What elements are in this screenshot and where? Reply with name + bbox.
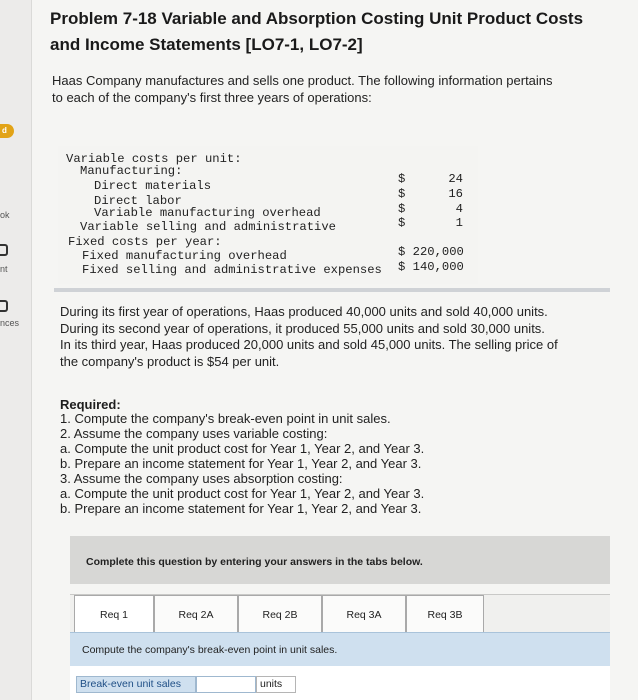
fixed-row-amount: $ 220,000 (398, 245, 464, 259)
intro-line: to each of the company's first three years of operations: (52, 90, 372, 105)
table-divider (54, 288, 610, 292)
paragraph-line: During its second year of operations, it produced 55,000 units and sold 30,000 units. (60, 320, 545, 336)
tab-instruction-bar (70, 632, 610, 666)
cost-row-currency: $ (398, 216, 406, 230)
sidebar-item-book[interactable]: ok (0, 210, 10, 220)
cost-row-amount: 24 (448, 172, 463, 186)
cost-row-label: Direct materials (94, 179, 212, 193)
tab-req-2b[interactable]: Req 2B (238, 595, 322, 633)
problem-title-line: Problem 7-18 Variable and Absorption Costing Unit Product Costs (50, 9, 584, 28)
problem-title-line: and Income Statements [LO7-1, LO7-2] (50, 35, 363, 54)
sidebar-item-icon[interactable] (0, 244, 8, 256)
paragraph-line: the company's product is $54 per unit. (60, 353, 280, 369)
problem-paragraph (60, 304, 610, 370)
paragraph-line: In its third year, Haas produced 20,000 units and sold 45,000 units. The selling price of (60, 337, 558, 352)
cost-row-currency: $ (398, 172, 406, 186)
cost-table (58, 146, 478, 284)
cost-row-amount: 16 (448, 187, 463, 201)
sidebar-item-print[interactable]: nt (0, 264, 8, 274)
cost-table-header: Variable costs per unit: (66, 152, 242, 166)
required-item: 3. Assume the company uses absorption costing: (60, 471, 343, 486)
cost-table-subheader: Manufacturing: (80, 164, 183, 178)
cost-row-amount: 4 (455, 202, 463, 216)
sidebar-badge[interactable]: d (0, 124, 14, 138)
fixed-row-label: Fixed manufacturing overhead (82, 249, 287, 263)
cost-row-currency: $ (398, 202, 406, 216)
problem-title (50, 6, 610, 58)
answer-label: Break-even unit sales (76, 676, 196, 693)
required-item: b. Prepare an income statement for Year 1, Year 2, and Year 3. (60, 456, 422, 471)
cost-row-label: Variable selling and administrative (80, 220, 336, 234)
required-item: 2. Assume the company uses variable costing: (60, 426, 328, 441)
cost-row-label: Variable manufacturing overhead (94, 206, 321, 220)
tab-req-1[interactable]: Req 1 (74, 595, 154, 633)
fixed-costs-header: Fixed costs per year: (68, 235, 222, 249)
required-item: b. Prepare an income statement for Year 1, Year 2, and Year 3. (60, 501, 422, 516)
cost-row-label: Direct labor (94, 194, 182, 208)
tab-req-3a[interactable]: Req 3A (322, 595, 406, 633)
sidebar-item-icon[interactable] (0, 300, 8, 312)
intro-line: Haas Company manufactures and sells one product. The following information pertains (52, 73, 553, 88)
req-tabs (70, 594, 610, 632)
tab-instruction-text: Compute the company's break-even point in unit sales. (82, 644, 338, 656)
answer-row (70, 666, 610, 700)
instruction-banner (70, 536, 610, 584)
answer-unit: units (256, 676, 296, 693)
fixed-row-label: Fixed selling and administrative expenses (82, 263, 382, 277)
fixed-row-amount: $ 140,000 (398, 260, 464, 274)
required-item: a. Compute the unit product cost for Year 1, Year 2, and Year 3. (60, 486, 425, 501)
sidebar-item-references[interactable]: nces (0, 318, 20, 328)
tab-req-3b[interactable]: Req 3B (406, 595, 484, 633)
required-list (60, 411, 600, 516)
required-item: a. Compute the unit product cost for Year 1, Year 2, and Year 3. (60, 441, 425, 456)
tab-req-2a[interactable]: Req 2A (154, 595, 238, 633)
problem-intro (52, 72, 612, 106)
left-sidebar (0, 0, 32, 700)
paragraph-line: During its first year of operations, Haas produced 40,000 units and sold 40,000 units. (60, 304, 548, 319)
required-heading: Required: (60, 397, 121, 412)
banner-text: Complete this question by entering your answers in the tabs below. (86, 556, 423, 568)
cost-row-amount: 1 (455, 216, 463, 230)
cost-row-currency: $ (398, 187, 406, 201)
required-item: 1. Compute the company's break-even point in unit sales. (60, 411, 391, 426)
break-even-input[interactable] (196, 676, 256, 693)
